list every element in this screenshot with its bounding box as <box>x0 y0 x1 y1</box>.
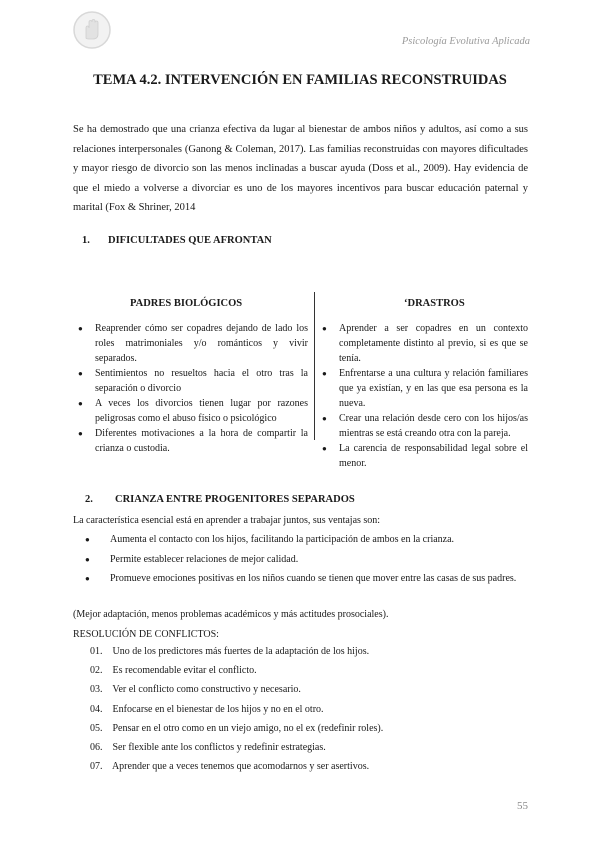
list-item <box>90 719 383 738</box>
list-item: ● Aprender a ser copadres en un contexto completamente distinto al previo, si es que se tenía. <box>322 321 528 366</box>
list-item: ● Sentimientos no resueltos hacia el otro tras la separación o divorcio <box>78 366 308 396</box>
list-item <box>90 700 383 719</box>
section-2-title: CRIANZA ENTRE PROGENITORES SEPARADOS <box>115 494 355 505</box>
page-number: 55 <box>517 800 528 812</box>
resolution-steps <box>90 642 383 776</box>
column-header-stepparents: ‘DRASTROS <box>404 298 465 309</box>
hand-seal-logo <box>72 10 112 50</box>
list-item: ● Diferentes motivaciones a la hora de compartir la crianza o custodia. <box>78 426 308 456</box>
section-1-number: 1. <box>82 235 90 246</box>
step-number: 06. <box>90 742 103 754</box>
step-text: Pensar en el otro como en un viejo amigo, no el ex (redefinir roles). <box>112 722 384 734</box>
biological-parents-list <box>78 321 308 456</box>
step-number: 03. <box>90 684 103 696</box>
list-item <box>90 661 383 680</box>
column-divider <box>314 292 315 440</box>
section-1-heading <box>82 235 272 246</box>
stepparents-list <box>322 321 528 471</box>
step-text: Es recomendable evitar el conflicto. <box>112 665 257 677</box>
step-text: Ver el conflicto como constructivo y necesario. <box>112 684 301 696</box>
list-item: ● Aumenta el contacto con los hijos, facilitando la participación de ambos en la crianza. <box>85 530 525 550</box>
list-item: ● Promueve emociones positivas en los niños cuando se tienen que mover entre las casas de sus padres. <box>85 569 525 589</box>
list-item: ● Enfrentarse a una cultura y relación familiares que ya existían, y en las que esa persona es la nueva. <box>322 366 528 411</box>
step-text: Ser flexible ante los conflictos y redefinir estrategias. <box>112 742 326 754</box>
step-text: Uno de los predictores más fuertes de la adaptación de los hijos. <box>112 646 370 657</box>
list-item: ● Permite establecer relaciones de mejor calidad. <box>85 550 525 570</box>
step-number: 01. <box>90 646 103 657</box>
step-text: Aprender que a veces tenemos que acomodarnos y ser asertivos. <box>111 761 370 773</box>
step-number: 02. <box>90 665 103 677</box>
section-2-note: (Mejor adaptación, menos problemas académicos y más actitudes prosociales). <box>73 609 389 620</box>
step-number: 05. <box>90 722 103 734</box>
section-2-heading <box>85 494 355 505</box>
list-item: ● A veces los divorcios tienen lugar por razones peligrosas como el abuso físico o psicológico <box>78 396 308 426</box>
section-1-title: DIFICULTADES QUE AFRONTAN <box>108 235 272 246</box>
step-number: 04. <box>90 703 103 715</box>
section-2-lead: La característica esencial está en aprender a trabajar juntos, sus ventajas son: <box>73 515 381 526</box>
running-header: Psicología Evolutiva Aplicada <box>401 36 530 47</box>
section-2-number: 2. <box>85 494 93 505</box>
resolution-heading: RESOLUCIÓN DE CONFLICTOS: <box>73 629 219 640</box>
list-item <box>90 757 383 776</box>
step-number: 07. <box>90 761 103 773</box>
column-header-biological-parents: PADRES BIOLÓGICOS <box>130 298 243 309</box>
intro-paragraph: Se ha demostrado que una crianza efectiva da lugar al bienestar de ambos niños y adultos, así como a sus relaciones interpersonales (Ganong & Coleman, 2017). Las familias reconstruidas con mayores dificultades y mayor riesgo de divorcio son las menos inclinadas a buscar ayuda (Doss et al., 2009). Hay evidencia de que el miedo a volverse a divorciar es uno de los mayores incentivos para buscar educación paternal y marital (Fox & Shriner, 2014 <box>73 124 528 213</box>
step-text: Enfocarse en el bienestar de los hijos y no en el otro. <box>112 703 324 715</box>
list-item <box>90 738 383 757</box>
advantages-list <box>85 530 525 589</box>
list-item: ● Reaprender cómo ser copadres dejando de lado los roles matrimoniales y/o románticos y vivir separados. <box>78 321 308 366</box>
list-item <box>90 642 383 661</box>
list-item: ● Crear una relación desde cero con los hijos/as mientras se está creando otra con la pareja. <box>322 411 528 441</box>
list-item <box>90 680 383 699</box>
page-title: TEMA 4.2. INTERVENCIÓN EN FAMILIAS RECONSTRUIDAS <box>93 72 507 88</box>
list-item: ● La carencia de responsabilidad legal sobre el menor. <box>322 441 528 471</box>
